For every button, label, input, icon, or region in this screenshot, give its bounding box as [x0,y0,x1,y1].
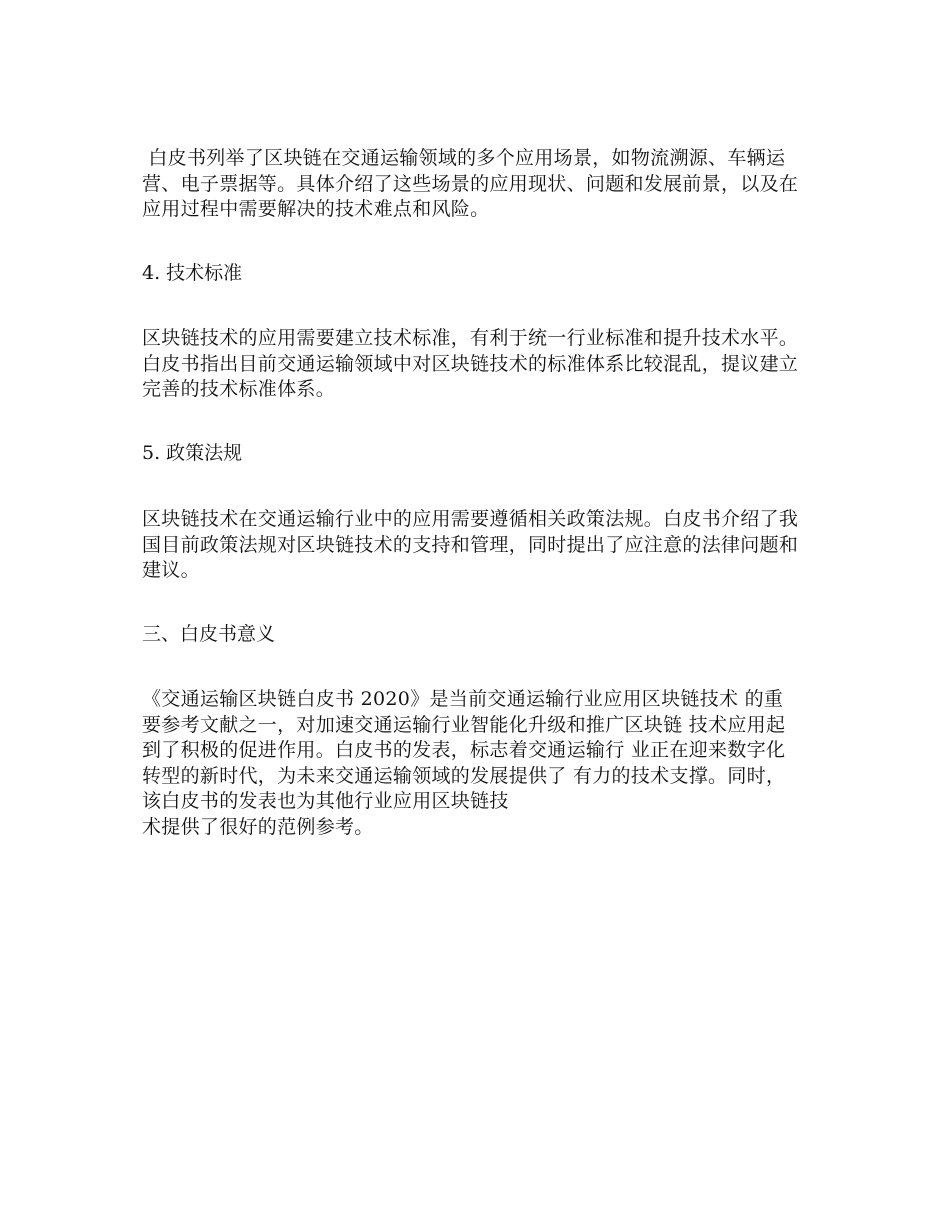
paragraph-whitepaper-significance: 《交通运输区块链白皮书 2020》是当前交通运输行业应用区块链技术 的重要参考文献之一，对加速交通运输行业智能化升级和推广区块链 技术应用起到了积极的促进作用。白皮书的发表，标志着交通运输行 业正在迎来数字化转型的新时代，为未来交通运输领域的发展提供了 有力的技术支撑。同时， 该白皮书的发表也为其他行业应用区块链技 术提供了很好的范例参考。 [142,688,786,838]
heading-policy-regulations: 5. 政策法规 [142,442,243,464]
paragraph-technical-standards: 区块链技术的应用需要建立技术标准，有利于统一行业标准和提升技术水平。白皮书指出目前交通运输领域中对区块链技术的标准体系比较混乱，提议建立完善的技术标准体系。 [142,327,799,400]
paragraph-policy-regulations: 区块链技术在交通运输行业中的应用需要遵循相关政策法规。白皮书介绍了我国目前政策法规对区块链技术的支持和管理，同时提出了应注意的法律问题和建议。 [142,508,799,581]
heading-whitepaper-significance: 三、白皮书意义 [142,623,276,645]
heading-technical-standards: 4. 技术标准 [142,262,243,284]
paragraph-applications: 白皮书列举了区块链在交通运输领域的多个应用场景，如物流溯源、车辆运营、电子票据等。具体介绍了这些场景的应用现状、问题和发展前景，以及在应用过程中需要解决的技术难点和风险。 [142,147,799,220]
